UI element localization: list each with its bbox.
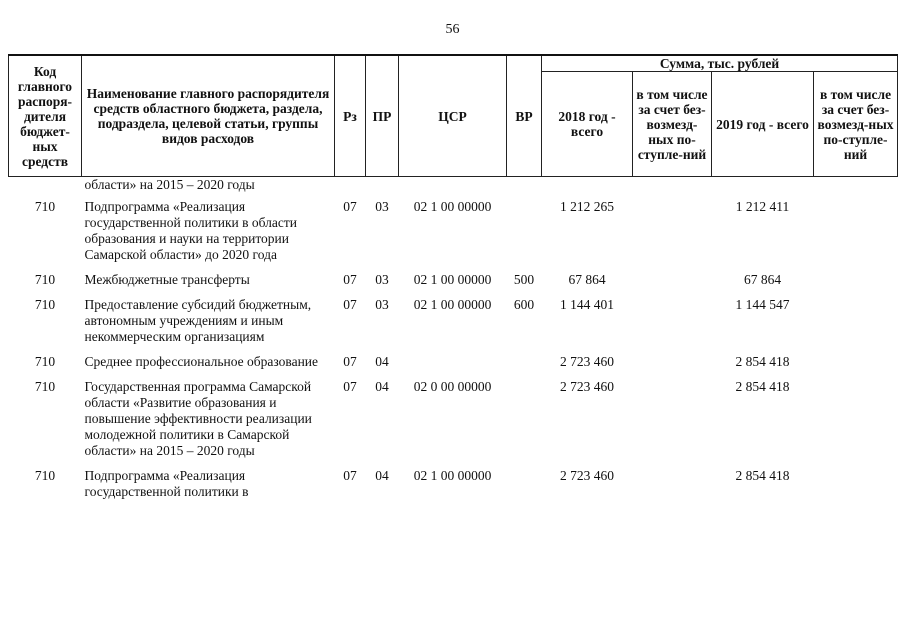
row-incl-2019: [814, 192, 898, 265]
row-vr: 600: [513, 297, 535, 312]
row-total-2018: 1 212 265: [560, 199, 614, 214]
row-vr: [507, 461, 542, 502]
row-rz: 07: [343, 379, 357, 394]
header-total-2019: 2019 год - всего: [712, 72, 814, 177]
row-pr: 03: [375, 199, 389, 214]
row-csr: 02 1 00 00000: [413, 468, 492, 483]
row-total-2019: 1 212 411: [735, 199, 790, 214]
table-row: [9, 265, 898, 290]
header-incl-2018: в том числе за счет без-возмезд-ных по-ступле-ний: [633, 72, 712, 177]
header-pr: ПР: [366, 55, 399, 177]
budget-table: [8, 54, 898, 502]
row-incl-2018: [633, 461, 712, 502]
row-rz: 07: [343, 297, 357, 312]
row-total-2019: 2 854 418: [735, 354, 790, 369]
row-code: 710: [34, 199, 56, 214]
page-number: 56: [445, 22, 460, 37]
row-pr: 04: [375, 468, 389, 483]
row-incl-2019: [814, 290, 898, 347]
row-vr: 500: [513, 272, 535, 287]
row-csr: 02 0 00 00000: [413, 379, 492, 394]
table-row: [9, 192, 898, 265]
row-csr: 02 1 00 00000: [413, 272, 492, 287]
row-vr: [507, 192, 542, 265]
header-code: Код главного распоря-дителя бюджет-ных средств: [9, 55, 82, 177]
row-code: 710: [34, 272, 56, 287]
row-total-2018: 67 864: [568, 272, 606, 287]
row-name: Межбюджетные трансферты: [84, 272, 250, 287]
header-rz: Рз: [335, 55, 366, 177]
header-total-2018: 2018 год - всего: [542, 72, 633, 177]
row-total-2019: 67 864: [743, 272, 782, 287]
row-name: Среднее профессиональное образование: [84, 354, 319, 369]
row-name: Предоставление субсидий бюджетным, автономным учреждениям и иным некоммерческим организациям: [84, 297, 312, 344]
row-incl-2019: [814, 461, 898, 502]
row-name: Подпрограмма «Реализация государственной политики в области образования и науки на территории Самарской области» до 2020 года: [84, 199, 298, 262]
header-vr: ВР: [507, 55, 542, 177]
row-code: 710: [34, 297, 56, 312]
row-rz: 07: [343, 199, 357, 214]
row-pr: 03: [375, 297, 389, 312]
row-pr: 04: [375, 379, 389, 394]
header-incl-2019: в том числе за счет без-возмезд-ных по-ступле-ний: [814, 72, 898, 177]
row-total-2018: 2 723 460: [560, 354, 614, 369]
row-pr: 03: [375, 272, 389, 287]
row-incl-2018: [633, 372, 712, 461]
header-name: Наименование главного распорядителя средств областного бюджета, раздела, подраздела, целевой статьи, группы видов расходов: [82, 55, 335, 177]
row-total-2018: 2 723 460: [560, 379, 614, 394]
row-csr: 02 1 00 00000: [413, 297, 492, 312]
row-total-2018: 2 723 460: [560, 468, 614, 483]
table-row: [9, 461, 898, 502]
row-total-2019: 1 144 547: [735, 297, 790, 312]
row-rz: 07: [343, 468, 357, 483]
row-total-2018: 1 144 401: [560, 297, 614, 312]
row-incl-2018: [633, 265, 712, 290]
row-incl-2018: [633, 347, 712, 372]
table-row: [9, 347, 898, 372]
row-code: 710: [34, 468, 56, 483]
row-incl-2018: [633, 290, 712, 347]
row-total-2019: 2 854 418: [735, 379, 790, 394]
row-vr: [507, 372, 542, 461]
row-rz: 07: [343, 354, 357, 369]
row-code: 710: [34, 354, 56, 369]
row-code: 710: [34, 379, 56, 394]
continuation-text: области» на 2015 – 2020 годы: [84, 177, 255, 192]
row-name: Государственная программа Самарской области «Развитие образования и повышение эффективности реализации молодежной политики в Самарской области» на 2015 – 2020 годы: [84, 379, 312, 458]
row-rz: 07: [343, 272, 357, 287]
row-csr: 02 1 00 00000: [413, 199, 492, 214]
row-incl-2019: [814, 265, 898, 290]
header-amount-group: Сумма, тыс. рублей: [542, 55, 898, 72]
table-row: [9, 290, 898, 347]
row-name: Подпрограмма «Реализация государственной политики в: [84, 468, 249, 499]
row-incl-2019: [814, 372, 898, 461]
header-csr: ЦСР: [399, 55, 507, 177]
row-incl-2019: [814, 347, 898, 372]
row-csr: [399, 347, 507, 372]
row-vr: [507, 347, 542, 372]
row-pr: 04: [375, 354, 389, 369]
table-row: [9, 372, 898, 461]
row-incl-2018: [633, 192, 712, 265]
row-total-2019: 2 854 418: [735, 468, 790, 483]
